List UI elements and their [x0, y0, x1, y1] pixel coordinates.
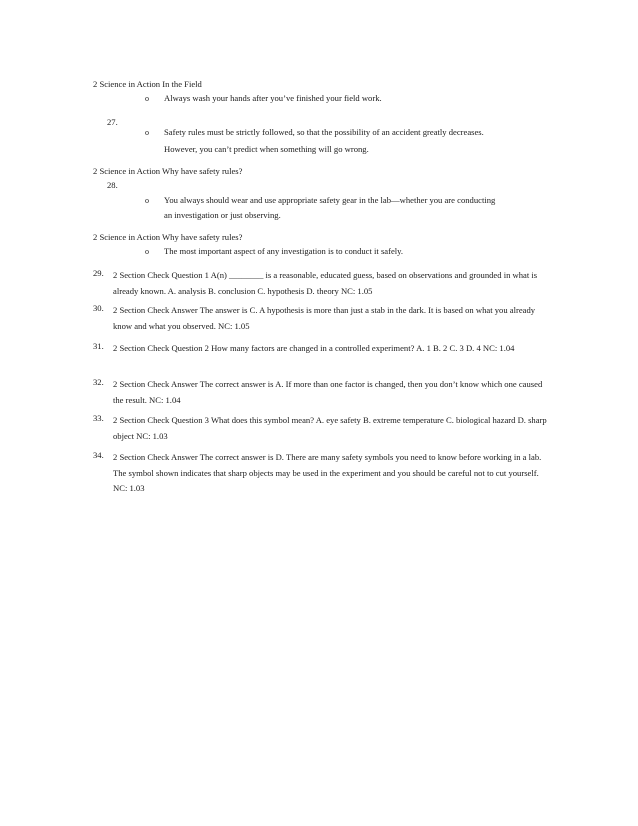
- bullet-item: [145, 93, 525, 104]
- bullet-item: [145, 246, 525, 257]
- list-item-text: 2 Section Check Question 3 What does this symbol mean? A. eye safety B. extreme temperature C. biological hazard D. sharp object NC: 1.03: [113, 415, 547, 441]
- section-heading-safety-rules: 2 Science in Action Why have safety rules?: [93, 166, 243, 176]
- section-heading-safety-rules: 2 Science in Action Why have safety rules?: [93, 232, 243, 242]
- bullet-text-line: You always should wear and use appropriate safety gear in the lab—whether you are conducting: [164, 195, 496, 205]
- list-item: [93, 413, 548, 444]
- bullet-text: Always wash your hands after you’ve finished your field work.: [164, 93, 382, 103]
- bullet-marker: o: [145, 128, 149, 137]
- bullet-text-line: an investigation or just observing.: [164, 210, 281, 220]
- list-number: 27.: [107, 117, 118, 127]
- bullet-text-line: Safety rules must be strictly followed, so that the possibility of an accident greatly decreases.: [164, 127, 484, 137]
- list-item: [93, 377, 548, 408]
- list-number: 31.: [93, 341, 104, 351]
- list-item: [93, 450, 548, 497]
- bullet-marker: o: [145, 94, 149, 103]
- list-item: [93, 341, 548, 357]
- list-number: 34.: [93, 450, 104, 460]
- bullet-item-continued: [145, 210, 525, 221]
- section-heading-in-the-field: 2 Science in Action In the Field: [93, 79, 202, 89]
- list-number: 32.: [93, 377, 104, 387]
- list-item-text: 2 Section Check Question 2 How many factors are changed in a controlled experiment? A. 1 B. 2 C. 3 D. 4 NC: 1.04: [113, 343, 515, 353]
- bullet-marker: o: [145, 196, 149, 205]
- bullet-item: [145, 195, 525, 206]
- list-item-text: 2 Section Check Answer The correct answer is A. If more than one factor is changed, then you don’t know which one caused the result. NC: 1.04: [113, 379, 543, 405]
- bullet-marker: o: [145, 247, 149, 256]
- list-item-text: 2 Section Check Answer The correct answer is D. There are many safety symbols you need to know before working in a lab. The symbol shown indicates that sharp objects may be used in the experiment and you should be careful not to cut yourself. NC: 1.03: [113, 452, 542, 493]
- list-number: 28.: [107, 180, 118, 190]
- bullet-item: [145, 127, 525, 138]
- list-item-text: 2 Section Check Question 1 A(n) ________ is a reasonable, educated guess, based on observations and grounded in what is already known. A. analysis B. conclusion C. hypothesis D. theory NC: 1.05: [113, 270, 538, 296]
- list-item-text: 2 Section Check Answer The answer is C. A hypothesis is more than just a stab in the dark. It is based on what you already know and what you observed. NC: 1.05: [113, 305, 536, 331]
- bullet-item-continued: [145, 144, 525, 155]
- list-item: [93, 303, 548, 334]
- bullet-text-line: However, you can’t predict when something will go wrong.: [164, 144, 369, 154]
- list-number: 33.: [93, 413, 104, 423]
- list-number: 30.: [93, 303, 104, 313]
- bullet-text: The most important aspect of any investigation is to conduct it safely.: [164, 246, 404, 256]
- list-item: [93, 268, 548, 299]
- list-number: 29.: [93, 268, 104, 278]
